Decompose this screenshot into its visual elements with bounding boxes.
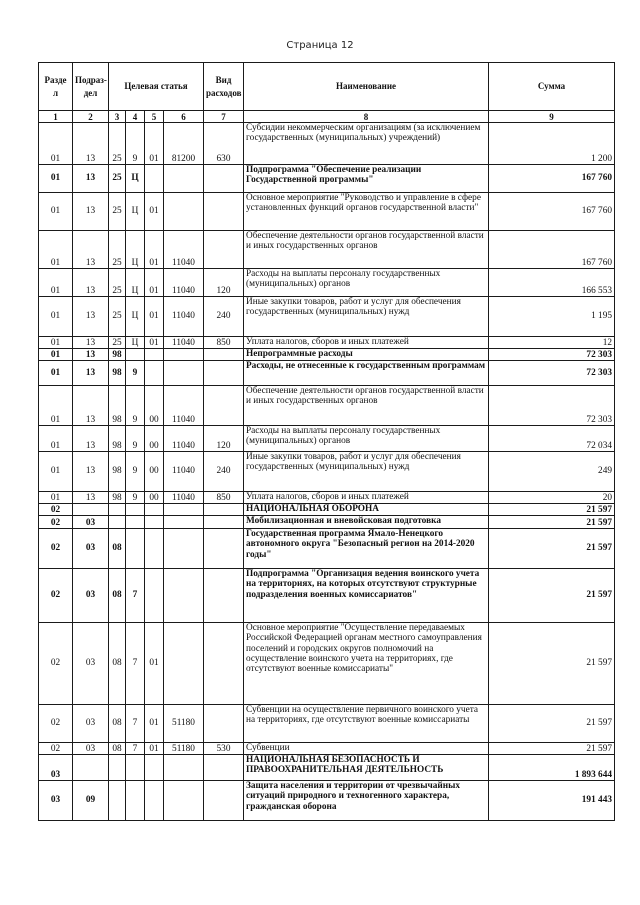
cell-direction — [164, 529, 204, 569]
cell-vid: 850 — [204, 492, 244, 504]
cell-direction: 11040 — [164, 386, 204, 426]
column-number-9: 9 — [489, 111, 615, 123]
cell-subprogram — [126, 529, 145, 569]
cell-sum: 21 597 — [489, 569, 615, 623]
cell-direction: 11040 — [164, 452, 204, 492]
cell-podrazdel — [73, 755, 109, 781]
cell-event — [145, 569, 164, 623]
cell-podrazdel: 13 — [73, 386, 109, 426]
cell-event: 01 — [145, 123, 164, 165]
table-row — [39, 337, 615, 349]
cell-podrazdel: 13 — [73, 269, 109, 297]
cell-event: 00 — [145, 452, 164, 492]
cell-sum: 167 760 — [489, 193, 615, 231]
cell-program: 08 — [109, 529, 126, 569]
cell-razdel: 01 — [39, 231, 73, 269]
cell-event: 01 — [145, 623, 164, 705]
cell-podrazdel: 13 — [73, 349, 109, 361]
cell-name: Расходы на выплаты персоналу государственных (муниципальных) органов — [244, 269, 489, 297]
column-number-6: 6 — [164, 111, 204, 123]
cell-direction: 11040 — [164, 297, 204, 337]
cell-program: 98 — [109, 492, 126, 504]
cell-sum: 72 303 — [489, 361, 615, 386]
cell-podrazdel: 13 — [73, 426, 109, 452]
table-row — [39, 231, 615, 269]
cell-podrazdel: 03 — [73, 529, 109, 569]
table-row — [39, 452, 615, 492]
cell-program: 25 — [109, 123, 126, 165]
cell-direction — [164, 165, 204, 193]
cell-vid — [204, 623, 244, 705]
cell-sum: 167 760 — [489, 231, 615, 269]
cell-podrazdel: 13 — [73, 492, 109, 504]
cell-razdel: 03 — [39, 755, 73, 781]
cell-name: Подпрограмма "Обеспечение реализации Государственной программы" — [244, 165, 489, 193]
cell-name: Субсидии некоммерческим организациям (за исключением государственных (муниципальных) учреждений) — [244, 123, 489, 165]
cell-podrazdel — [73, 504, 109, 516]
cell-razdel: 01 — [39, 297, 73, 337]
cell-podrazdel: 13 — [73, 231, 109, 269]
cell-name: Иные закупки товаров, работ и услуг для обеспечения государственных (муниципальных) нужд — [244, 297, 489, 337]
cell-podrazdel: 13 — [73, 361, 109, 386]
cell-name: НАЦИОНАЛЬНАЯ БЕЗОПАСНОСТЬ И ПРАВООХРАНИТЕЛЬНАЯ ДЕЯТЕЛЬНОСТЬ — [244, 755, 489, 781]
cell-subprogram — [126, 516, 145, 529]
cell-direction — [164, 361, 204, 386]
table-row — [39, 193, 615, 231]
cell-direction — [164, 504, 204, 516]
cell-razdel: 02 — [39, 705, 73, 743]
cell-program — [109, 504, 126, 516]
cell-program: 08 — [109, 623, 126, 705]
cell-name: Расходы на выплаты персоналу государственных (муниципальных) органов — [244, 426, 489, 452]
cell-name: Уплата налогов, сборов и иных платежей — [244, 492, 489, 504]
header-naimenovanie: Наименование — [244, 63, 489, 111]
cell-program: 25 — [109, 231, 126, 269]
cell-vid — [204, 569, 244, 623]
cell-direction: 51180 — [164, 705, 204, 743]
cell-subprogram: 7 — [126, 743, 145, 755]
cell-name: Государственная программа Ямало-Ненецкого автономного округа "Безопасный регион на 2014-2020 годы" — [244, 529, 489, 569]
cell-event: 01 — [145, 193, 164, 231]
budget-table — [38, 62, 615, 821]
cell-direction — [164, 755, 204, 781]
cell-name: Субвенции — [244, 743, 489, 755]
column-number-5: 5 — [145, 111, 164, 123]
cell-sum: 249 — [489, 452, 615, 492]
cell-sum: 1 200 — [489, 123, 615, 165]
cell-subprogram — [126, 781, 145, 821]
cell-razdel: 02 — [39, 504, 73, 516]
cell-vid — [204, 193, 244, 231]
cell-event: 01 — [145, 705, 164, 743]
cell-subprogram: Ц — [126, 337, 145, 349]
cell-razdel: 01 — [39, 269, 73, 297]
cell-program — [109, 781, 126, 821]
cell-name: Обеспечение деятельности органов государственной власти и иных государственных органов — [244, 386, 489, 426]
table-row — [39, 781, 615, 821]
cell-sum: 21 597 — [489, 705, 615, 743]
cell-direction: 11040 — [164, 337, 204, 349]
cell-program: 98 — [109, 361, 126, 386]
cell-direction — [164, 623, 204, 705]
cell-subprogram — [126, 349, 145, 361]
cell-subprogram: 7 — [126, 569, 145, 623]
cell-vid: 240 — [204, 452, 244, 492]
cell-vid — [204, 781, 244, 821]
cell-subprogram: 9 — [126, 452, 145, 492]
cell-razdel: 01 — [39, 123, 73, 165]
cell-direction: 11040 — [164, 231, 204, 269]
cell-subprogram: 9 — [126, 426, 145, 452]
cell-sum: 166 553 — [489, 269, 615, 297]
header-row — [39, 63, 615, 111]
cell-event — [145, 361, 164, 386]
cell-event: 01 — [145, 297, 164, 337]
cell-direction: 81200 — [164, 123, 204, 165]
cell-event: 01 — [145, 231, 164, 269]
cell-event — [145, 755, 164, 781]
cell-razdel: 02 — [39, 743, 73, 755]
cell-subprogram: 7 — [126, 705, 145, 743]
cell-program: 25 — [109, 297, 126, 337]
cell-event: 01 — [145, 743, 164, 755]
cell-vid — [204, 705, 244, 743]
cell-sum: 1 893 644 — [489, 755, 615, 781]
cell-subprogram: Ц — [126, 231, 145, 269]
cell-podrazdel: 03 — [73, 705, 109, 743]
cell-name: Субвенции на осуществление первичного воинского учета на территориях, где отсутствуют военные комиссариаты — [244, 705, 489, 743]
cell-razdel: 01 — [39, 337, 73, 349]
cell-event — [145, 781, 164, 821]
cell-podrazdel: 03 — [73, 516, 109, 529]
cell-direction: 11040 — [164, 426, 204, 452]
cell-event — [145, 504, 164, 516]
cell-vid: 120 — [204, 426, 244, 452]
cell-vid: 240 — [204, 297, 244, 337]
cell-podrazdel: 13 — [73, 337, 109, 349]
cell-sum: 1 195 — [489, 297, 615, 337]
cell-razdel: 01 — [39, 492, 73, 504]
table-row — [39, 426, 615, 452]
cell-razdel: 02 — [39, 529, 73, 569]
cell-name: Уплата налогов, сборов и иных платежей — [244, 337, 489, 349]
cell-program: 98 — [109, 426, 126, 452]
cell-subprogram: Ц — [126, 269, 145, 297]
cell-subprogram: 9 — [126, 492, 145, 504]
cell-podrazdel: 13 — [73, 452, 109, 492]
cell-razdel: 01 — [39, 349, 73, 361]
cell-name: Иные закупки товаров, работ и услуг для обеспечения государственных (муниципальных) нужд — [244, 452, 489, 492]
cell-sum: 167 760 — [489, 165, 615, 193]
cell-subprogram: Ц — [126, 193, 145, 231]
cell-vid — [204, 386, 244, 426]
cell-podrazdel: 03 — [73, 743, 109, 755]
table-row — [39, 269, 615, 297]
cell-name: НАЦИОНАЛЬНАЯ ОБОРОНА — [244, 504, 489, 516]
cell-razdel: 01 — [39, 386, 73, 426]
page-number-label: Страница 12 — [286, 40, 354, 51]
cell-sum: 21 597 — [489, 623, 615, 705]
table-row — [39, 492, 615, 504]
cell-vid: 120 — [204, 269, 244, 297]
column-number-2: 2 — [73, 111, 109, 123]
table-row — [39, 755, 615, 781]
cell-razdel: 02 — [39, 569, 73, 623]
cell-name: Расходы, не отнесенные к государственным программам — [244, 361, 489, 386]
cell-sum: 21 597 — [489, 743, 615, 755]
cell-name: Основное мероприятие "Осуществление передаваемых Российской Федерацией органам местного самоуправления поселений и городских округов полномочий на осуществление воинского учета на территориях, где отсутствуют военные комиссариаты" — [244, 623, 489, 705]
table-body — [39, 123, 615, 821]
header-razdel: Разде л — [39, 63, 73, 111]
cell-direction: 11040 — [164, 269, 204, 297]
cell-name: Защита населения и территории от чрезвычайных ситуаций природного и техногенного характера, гражданская оборона — [244, 781, 489, 821]
column-number-7: 7 — [204, 111, 244, 123]
cell-podrazdel: 13 — [73, 193, 109, 231]
cell-subprogram: 9 — [126, 123, 145, 165]
cell-vid: 850 — [204, 337, 244, 349]
header-podrazdel: Подраз- дел — [73, 63, 109, 111]
cell-sum: 72 303 — [489, 386, 615, 426]
cell-name: Непрограммные расходы — [244, 349, 489, 361]
cell-subprogram: 9 — [126, 386, 145, 426]
column-number-row — [39, 111, 615, 123]
cell-name: Подпрограмма "Организация ведения воинского учета на территориях, на которых отсутствуют структурные подразделения военных комиссариатов" — [244, 569, 489, 623]
cell-event: 00 — [145, 492, 164, 504]
cell-razdel: 01 — [39, 193, 73, 231]
cell-podrazdel: 03 — [73, 569, 109, 623]
cell-name: Обеспечение деятельности органов государственной власти и иных государственных органов — [244, 231, 489, 269]
table-row — [39, 623, 615, 705]
cell-subprogram: 9 — [126, 361, 145, 386]
table-row — [39, 386, 615, 426]
cell-razdel: 02 — [39, 516, 73, 529]
cell-event: 00 — [145, 386, 164, 426]
table-row — [39, 569, 615, 623]
table-row — [39, 529, 615, 569]
cell-program: 98 — [109, 349, 126, 361]
cell-program: 25 — [109, 269, 126, 297]
cell-program: 25 — [109, 165, 126, 193]
cell-program: 98 — [109, 386, 126, 426]
table-row — [39, 297, 615, 337]
cell-sum: 20 — [489, 492, 615, 504]
cell-direction — [164, 781, 204, 821]
cell-event: 01 — [145, 269, 164, 297]
cell-sum: 21 597 — [489, 504, 615, 516]
cell-vid — [204, 529, 244, 569]
cell-vid: 630 — [204, 123, 244, 165]
cell-sum: 72 303 — [489, 349, 615, 361]
cell-razdel: 03 — [39, 781, 73, 821]
cell-program: 25 — [109, 337, 126, 349]
header-summa: Сумма — [489, 63, 615, 111]
cell-direction — [164, 516, 204, 529]
cell-sum: 191 443 — [489, 781, 615, 821]
table-row — [39, 743, 615, 755]
cell-podrazdel: 13 — [73, 123, 109, 165]
cell-event: 00 — [145, 426, 164, 452]
column-number-1: 1 — [39, 111, 73, 123]
cell-program: 98 — [109, 452, 126, 492]
cell-sum: 21 597 — [489, 516, 615, 529]
cell-sum: 12 — [489, 337, 615, 349]
cell-sum: 72 034 — [489, 426, 615, 452]
cell-direction: 51180 — [164, 743, 204, 755]
table-row — [39, 516, 615, 529]
cell-vid: 530 — [204, 743, 244, 755]
column-number-8: 8 — [244, 111, 489, 123]
cell-name: Мобилизационная и вневойсковая подготовка — [244, 516, 489, 529]
table-row — [39, 705, 615, 743]
cell-sum: 21 597 — [489, 529, 615, 569]
column-number-3: 3 — [109, 111, 126, 123]
header-tselevaya-statya: Целевая статья — [109, 63, 204, 111]
cell-event — [145, 165, 164, 193]
cell-event: 01 — [145, 337, 164, 349]
cell-name: Основное мероприятие "Руководство и управление в сфере установленных функций органов государственной власти" — [244, 193, 489, 231]
cell-razdel: 01 — [39, 452, 73, 492]
cell-podrazdel: 03 — [73, 623, 109, 705]
cell-subprogram: Ц — [126, 165, 145, 193]
cell-vid — [204, 165, 244, 193]
cell-subprogram: Ц — [126, 297, 145, 337]
table-row — [39, 361, 615, 386]
cell-razdel: 01 — [39, 426, 73, 452]
cell-podrazdel: 13 — [73, 165, 109, 193]
cell-direction: 11040 — [164, 492, 204, 504]
cell-subprogram — [126, 504, 145, 516]
table-row — [39, 165, 615, 193]
cell-program: 08 — [109, 569, 126, 623]
cell-vid — [204, 516, 244, 529]
cell-razdel: 02 — [39, 623, 73, 705]
table-row — [39, 123, 615, 165]
cell-vid — [204, 361, 244, 386]
cell-vid — [204, 349, 244, 361]
cell-program: 08 — [109, 743, 126, 755]
header-vid-rashodov: Вид расходов — [204, 63, 244, 111]
cell-razdel: 01 — [39, 361, 73, 386]
cell-vid — [204, 755, 244, 781]
table-row — [39, 349, 615, 361]
cell-subprogram — [126, 755, 145, 781]
cell-program — [109, 755, 126, 781]
cell-program — [109, 516, 126, 529]
cell-vid — [204, 504, 244, 516]
cell-vid — [204, 231, 244, 269]
cell-direction — [164, 569, 204, 623]
cell-event — [145, 516, 164, 529]
cell-razdel: 01 — [39, 165, 73, 193]
cell-program: 25 — [109, 193, 126, 231]
cell-podrazdel: 09 — [73, 781, 109, 821]
cell-event — [145, 349, 164, 361]
cell-direction — [164, 193, 204, 231]
cell-podrazdel: 13 — [73, 297, 109, 337]
table-row — [39, 504, 615, 516]
cell-program: 08 — [109, 705, 126, 743]
column-number-4: 4 — [126, 111, 145, 123]
cell-direction — [164, 349, 204, 361]
cell-subprogram: 7 — [126, 623, 145, 705]
cell-event — [145, 529, 164, 569]
